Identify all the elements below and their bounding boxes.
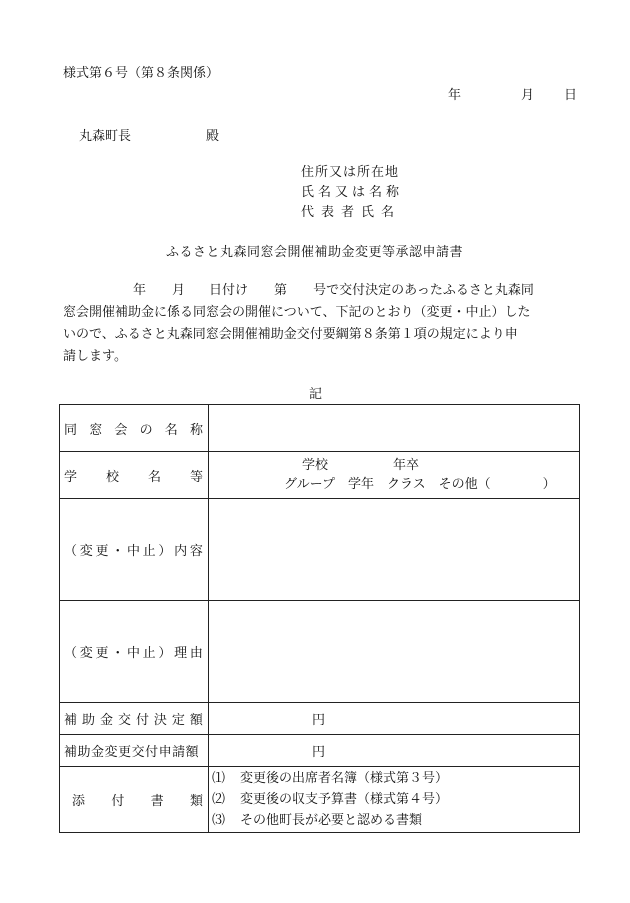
label-change-content: [60, 499, 209, 601]
label-request-amount: [60, 735, 209, 767]
label-char: 付: [135, 713, 149, 728]
applicant-representative-label: 代表者氏名: [301, 205, 402, 220]
label-char: 補: [64, 713, 78, 728]
label-char: 助: [77, 745, 92, 760]
label-char: 中: [126, 544, 140, 559]
label-char: 決: [153, 713, 167, 728]
label-char: 同: [64, 422, 78, 438]
date-month: 月: [521, 88, 535, 103]
label-reunion-name: [60, 405, 209, 452]
label-char: 名: [147, 469, 161, 485]
body-line-2: 窓会開催補助金に係る同窓会の開催について、下記のとおり（変更・中止）した: [63, 305, 531, 320]
school-line-1: 学校 年卒: [302, 458, 420, 473]
body-line1-rest: 号で交付決定のあったふるさと丸森同: [313, 283, 534, 298]
label-char: 交: [117, 713, 131, 728]
applicant-address-label: 住所又は所在地: [301, 165, 400, 180]
label-char: 添: [72, 794, 86, 809]
addressee-dono: 殿: [206, 129, 220, 144]
date-day: 日: [564, 88, 578, 103]
table-row-decided-amount: [60, 703, 580, 735]
table-row-name: [60, 405, 580, 452]
body-month: 月: [172, 283, 186, 298]
label-char: 付: [145, 745, 159, 760]
label-char: 変: [104, 745, 119, 760]
value-decided-amount[interactable]: 円: [209, 703, 580, 735]
addressee-name: 丸森町長: [79, 129, 132, 144]
body-line-4: 請します。: [63, 349, 127, 364]
label-char: 定: [171, 713, 185, 728]
label-char: 校: [105, 469, 119, 485]
label-char: 補: [64, 745, 78, 760]
value-change-content[interactable]: [209, 499, 580, 601]
body-line-3: いので、ふるさと丸森同窓会開催補助金交付要綱第８条第１項の規定により申: [63, 327, 518, 342]
label-char: 等: [189, 469, 203, 485]
label-char: （: [64, 544, 78, 559]
label-char: 中: [126, 646, 140, 661]
value-reunion-name[interactable]: [209, 405, 580, 452]
label-char: 付: [111, 794, 125, 809]
label-char: 請: [172, 745, 186, 760]
label-char: ）: [158, 646, 172, 661]
body-dai: 第: [274, 283, 288, 298]
label-char: 助: [81, 713, 95, 728]
label-char: 書: [150, 794, 164, 809]
label-char: 金: [91, 745, 105, 760]
label-char: 変: [79, 544, 93, 559]
value-school[interactable]: [209, 452, 580, 499]
label-char: 窓: [89, 422, 103, 438]
value-request-amount[interactable]: 円: [209, 735, 580, 767]
label-char: 額: [185, 745, 200, 760]
body-line-1: [63, 280, 579, 302]
applicant-name-label: 氏名又は名称: [301, 185, 404, 200]
label-school: [60, 452, 209, 499]
label-char: 額: [189, 713, 203, 728]
table-row-attachments: [60, 767, 580, 833]
application-table: [59, 404, 580, 833]
label-char: 止: [142, 544, 156, 559]
applicant-block: [301, 163, 403, 223]
body-date-suffix: 日付け: [209, 283, 249, 298]
form-number: 様式第６号（第８条関係）: [63, 66, 220, 81]
label-attachments: [60, 767, 209, 833]
label-char: 類: [189, 794, 203, 809]
attachment-item: ⑴ 変更後の出席者名簿（様式第３号）: [212, 771, 449, 786]
attachment-item: ⑶ その他町長が必要と認める書類: [212, 813, 423, 828]
attachment-item: ⑵ 変更後の収支予算書（様式第４号）: [212, 792, 449, 807]
label-char: 更: [95, 646, 109, 661]
label-char: 変: [79, 646, 93, 661]
body-year: 年: [133, 283, 147, 298]
addressee: [79, 125, 219, 144]
label-char: 更: [118, 745, 132, 760]
body-paragraph: [63, 280, 579, 368]
document-title: ふるさと丸森同窓会開催補助金変更等承認申請書: [166, 245, 464, 260]
label-char: 由: [189, 646, 203, 661]
table-row-school: [60, 452, 580, 499]
label-char: 理: [174, 646, 188, 661]
label-char: 止: [142, 646, 156, 661]
label-char: 金: [99, 713, 113, 728]
table-row-content: [60, 499, 580, 601]
label-decided-amount: [60, 703, 209, 735]
label-char: 更: [95, 544, 109, 559]
table-row-request-amount: [60, 735, 580, 767]
label-char: ）: [158, 544, 172, 559]
label-char: 称: [189, 422, 203, 438]
table-row-reason: [60, 601, 580, 703]
label-char: （: [64, 646, 78, 661]
value-attachments: [209, 767, 580, 833]
label-char: ・: [111, 646, 125, 661]
label-char: 交: [131, 745, 146, 760]
date-line: [448, 84, 577, 103]
label-char: 学: [64, 469, 78, 485]
label-char: 名: [164, 422, 178, 438]
date-year: 年: [448, 88, 462, 103]
label-char: 会: [114, 422, 128, 438]
ki-heading: 記: [309, 387, 323, 402]
label-char: 申: [158, 745, 173, 760]
label-char: 容: [189, 544, 203, 559]
label-char: 内: [174, 544, 188, 559]
label-char: の: [139, 422, 153, 438]
label-char: ・: [111, 544, 125, 559]
value-change-reason[interactable]: [209, 601, 580, 703]
label-change-reason: [60, 601, 209, 703]
school-line-2: グループ 学年 クラス その他（ ）: [284, 477, 556, 492]
